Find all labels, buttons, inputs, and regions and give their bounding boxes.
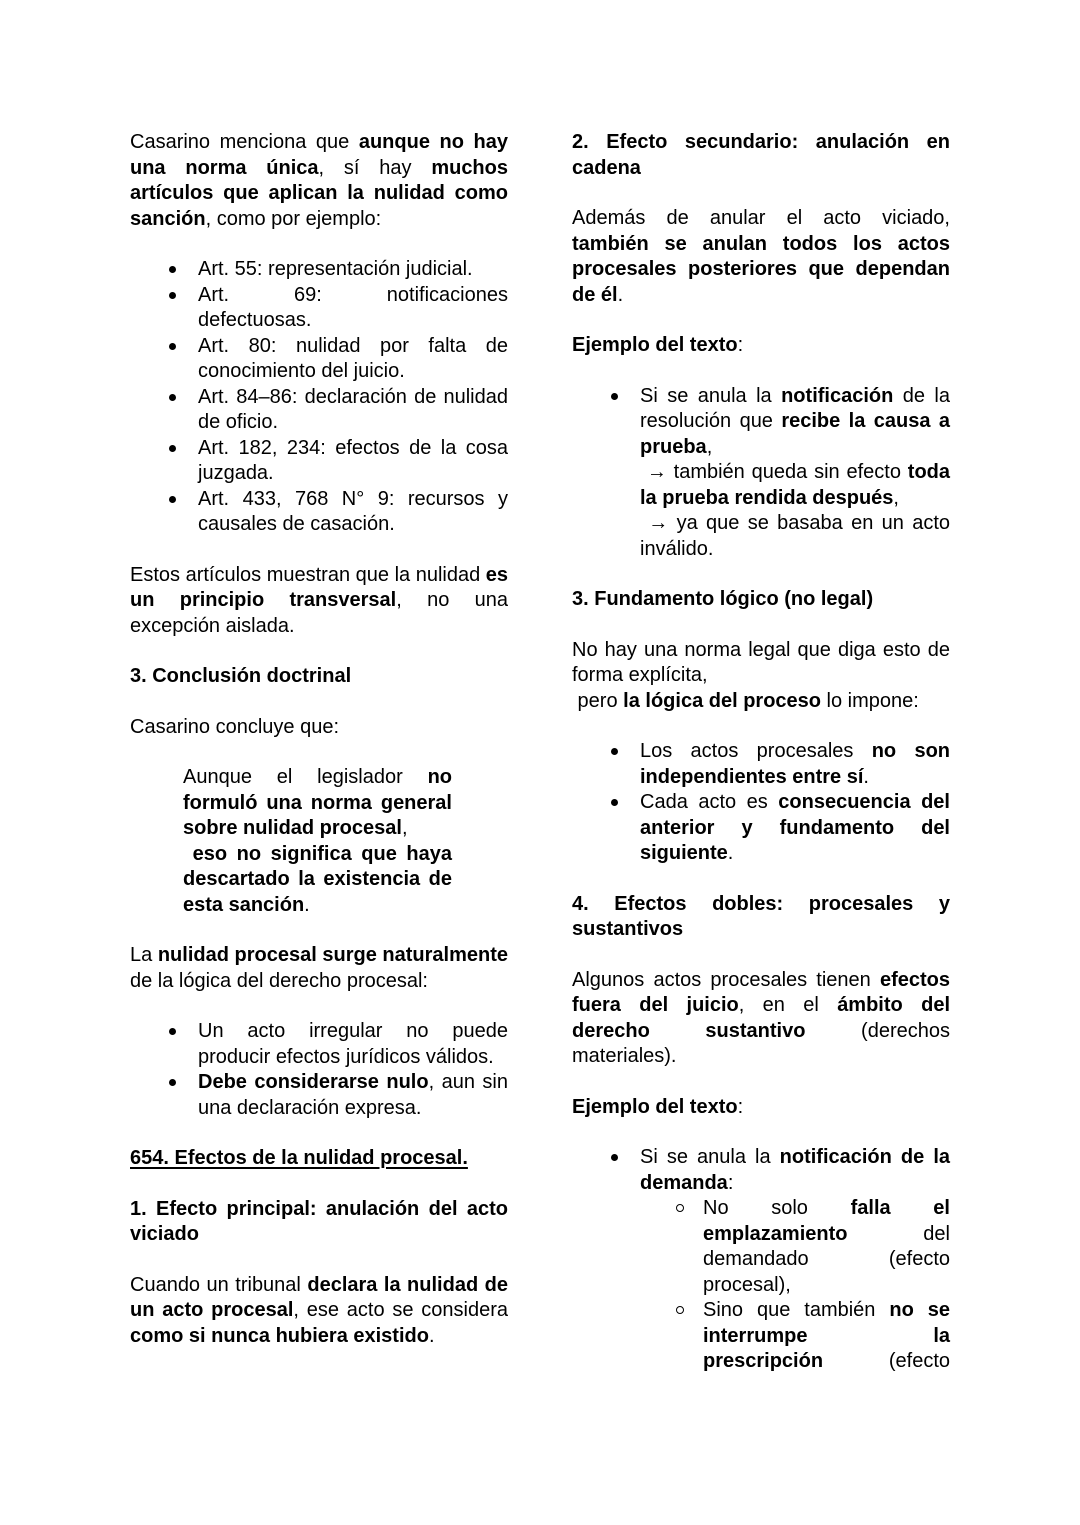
heading-fundamento-logico: 3. Fundamento lógico (no legal) bbox=[572, 588, 874, 610]
list-item: Art. 55: representación judicial. bbox=[130, 257, 508, 283]
paragraph-no-hay-norma: No hay una norma legal que diga esto de forma explícita, pero la lógica del proceso lo impone: bbox=[572, 638, 950, 712]
articles-list bbox=[130, 257, 508, 538]
list-item: Art. 433, 768 N° 9: recursos y causales de casación. bbox=[130, 487, 508, 538]
list-item: Art. 84–86: declaración de nulidad de oficio. bbox=[130, 385, 508, 436]
list-item: Art. 80: nulidad por falta de conocimiento del juicio. bbox=[130, 334, 508, 385]
list-item: Cada acto es consecuencia del anterior y fundamento del siguiente. bbox=[572, 790, 950, 867]
paragraph-nulidad-surge: La nulidad procesal surge naturalmente de la lógica del derecho procesal: bbox=[130, 944, 508, 992]
label-ejemplo-texto-1: Ejemplo del texto: bbox=[572, 334, 744, 356]
example-list-2 bbox=[572, 1145, 950, 1375]
sub-list-item: No solo falla el emplazamiento del demandado (efecto procesal), bbox=[572, 1196, 950, 1298]
example-list-1 bbox=[572, 384, 950, 563]
sub-list-item: Sino que también no se interrumpe la prescripción (efecto bbox=[572, 1298, 950, 1375]
document-page bbox=[130, 130, 950, 1400]
heading-efecto-principal: 1. Efecto principal: anulación del acto viciado bbox=[130, 1197, 508, 1245]
column-right bbox=[572, 130, 950, 1400]
paragraph-ademas: Además de anular el acto viciado, también se anulan todos los actos procesales posteriores que dependan de él. bbox=[572, 207, 950, 306]
list-item: Debe considerarse nulo, aun sin una declaración expresa. bbox=[130, 1070, 508, 1121]
list-item: Si se anula la notificación de la demanda: bbox=[572, 1145, 950, 1196]
label-ejemplo-texto-2: Ejemplo del texto: bbox=[572, 1095, 744, 1118]
paragraph-cuando-tribunal: Cuando un tribunal declara la nulidad de un acto procesal, ese acto se considera como si nunca hubiera existido. bbox=[130, 1273, 508, 1347]
paragraph-casarino-concluye: Casarino concluye que: bbox=[130, 715, 340, 738]
paragraph-algunos-actos: Algunos actos procesales tienen efectos fuera del juicio, en el ámbito del derecho sustantivo (derechos materiales). bbox=[572, 968, 950, 1067]
quote-block: Aunque el legislador no formuló una norma general sobre nulidad procesal, eso no significa que haya descartado la existencia de esta sanción. bbox=[183, 766, 453, 916]
logic-list bbox=[130, 1019, 508, 1121]
heading-efecto-secundario: 2. Efecto secundario: anulación en cadena bbox=[572, 131, 950, 179]
list-item: Los actos procesales no son independientes entre sí. bbox=[572, 739, 950, 790]
list-item: Si se anula la notificación de la resolución que recibe la causa a prueba, → también queda sin efecto toda la prueba rendida después, → ya que se basaba en un acto inválido. bbox=[572, 384, 950, 563]
list-item: Un acto irregular no puede producir efectos jurídicos válidos. bbox=[130, 1019, 508, 1070]
list-item: Art. 69: notificaciones defectuosas. bbox=[130, 283, 508, 334]
heading-654-efectos: 654. Efectos de la nulidad procesal. bbox=[130, 1147, 468, 1169]
paragraph-estos: Estos artículos muestran que la nulidad es un principio transversal, no una excepción aislada. bbox=[130, 563, 509, 637]
heading-conclusion-doctrinal: 3. Conclusión doctrinal bbox=[130, 665, 352, 687]
paragraph-casarino: Casarino menciona que aunque no hay una norma única, sí hay muchos artículos que aplican la nulidad como sanción, como por ejemplo: bbox=[130, 131, 508, 230]
actos-list bbox=[572, 739, 950, 867]
column-left bbox=[130, 130, 508, 1400]
heading-efectos-dobles: 4. Efectos dobles: procesales y sustantivos bbox=[572, 892, 950, 940]
list-item: Art. 182, 234: efectos de la cosa juzgada. bbox=[130, 436, 508, 487]
